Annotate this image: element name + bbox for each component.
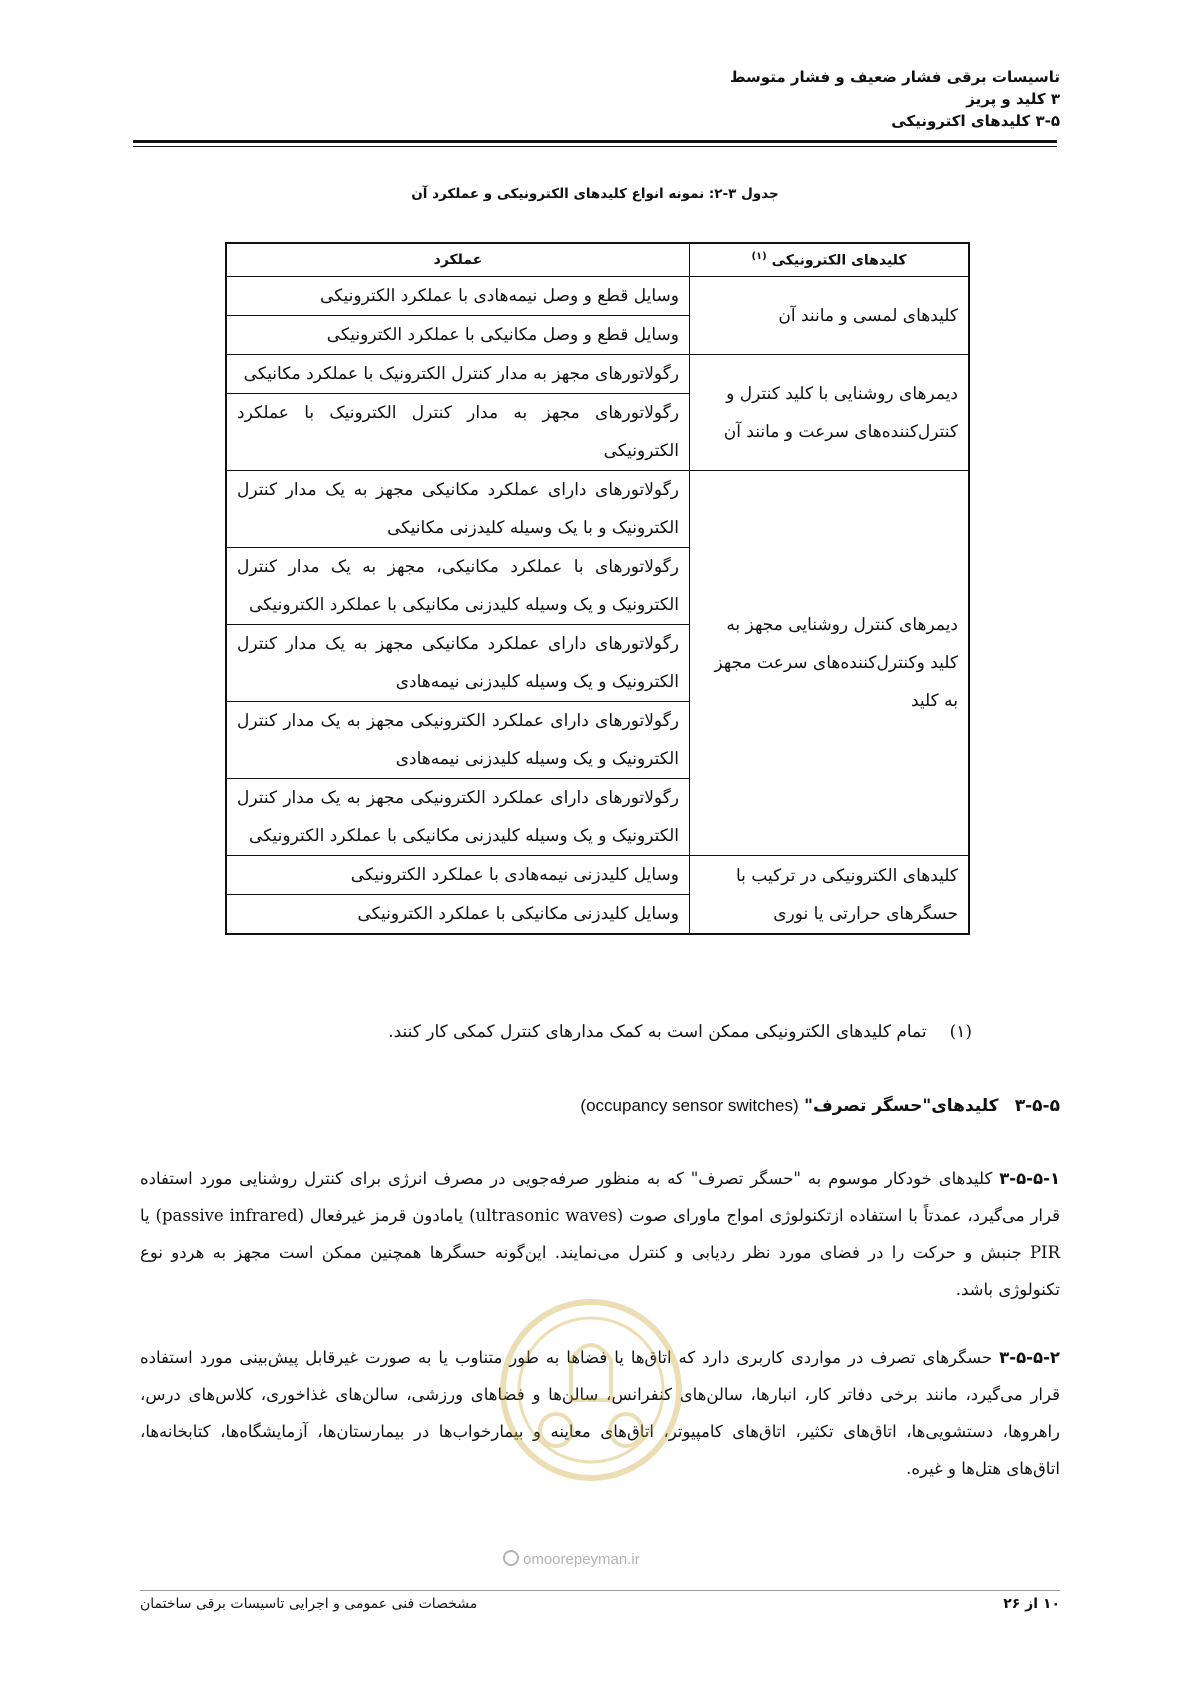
table-footnote	[388, 1022, 972, 1042]
page-number: ۱۰ از ۲۶	[1003, 1596, 1060, 1612]
header-rule-thin	[133, 146, 1057, 147]
type-cell: کلیدهای الکترونیکی در ترکیب با حسگرهای حرارتی یا نوری	[690, 856, 970, 935]
header-line-1: تاسیسات برقی فشار ضعیف و فشار متوسط	[729, 68, 1060, 86]
paragraph-number: ۳-۵-۵-۲	[999, 1348, 1060, 1367]
header-rule-thick	[133, 140, 1057, 143]
footnote-number: (۱)	[949, 1022, 972, 1042]
table-row	[226, 856, 969, 895]
footer-rule	[140, 1590, 1060, 1591]
table-caption: جدول ۳-۲: نمونه انواع کلیدهای الکترونیکی و عملکرد آن	[411, 186, 779, 202]
paragraph-text: کلیدهای خودکار موسوم به "حسگر تصرف" که به منظور صرفه‌جویی در مصرف انرژی برای کنترل روشنایی مورد استفاده قرار می‌گیرد، عمدتاً با استفاده ازتکنولوژی امواج ماورای صوت (ultrasonic waves) یامادون قرمز غیرفعال (passive infrared) یا PIR جنبش و حرکت را در فضای مورد نظر ردیابی و کنترل می‌نمایند. این‌گونه حسگرها همچنین ممکن است مجهز به هردو نوع تکنولوژی باشد.	[140, 1169, 1060, 1299]
type-cell: کلیدهای لمسی و مانند آن	[690, 277, 970, 355]
footnote-text: تمام کلیدهای الکترونیکی ممکن است به کمک مدارهای کنترل کمکی کار کنند.	[388, 1022, 927, 1042]
paragraph-number: ۳-۵-۵-۱	[999, 1169, 1061, 1188]
table-header-row	[226, 243, 969, 277]
paragraph-text: حسگرهای تصرف در مواردی کاربری دارد که اتاق‌ها یا فضاها به طور متناوب یا به صورت غیرقابل پیش‌بینی مورد استفاده قرار می‌گیرد، مانند برخی دفاتر کار، انبارها، سالن‌های کنفرانس، سالن‌ها و فضاهای ورزشی، سالن‌های غذاخوری، کلاس‌های درس، راهروها، دستشویی‌ها، اتاق‌های تکثیر، اتاق‌های کامپیوتر، اتاق‌های معاینه و بیمارخواب‌ها در بیمارستان‌ها، آزمایشگاه‌ها، کتابخانه‌ها، اتاق‌های هتل‌ها و غیره.	[140, 1348, 1060, 1478]
function-cell: رگولاتورهای مجهز به مدار کنترل الکترونیک با عملکرد الکترونیکی	[226, 394, 690, 471]
header-line-2: ۳ کلید و پریز	[966, 90, 1060, 108]
section-number: ۳-۵-۵	[1014, 1096, 1060, 1116]
table-row	[226, 355, 969, 394]
header-cell-type: کلیدهای الکترونیکی $^{(۱)}$	[690, 243, 970, 277]
paragraph-1	[140, 1160, 1060, 1308]
type-cell: دیمرهای روشنایی با کلید کنترل و کنترل‌کننده‌های سرعت و مانند آن	[690, 355, 970, 471]
function-cell: رگولاتورهای دارای عملکرد مکانیکی مجهز به یک مدار کنترل الکترونیک و با یک وسیله کلیدزنی مکانیکی	[226, 471, 690, 548]
section-title: کلیدهای"حسگر تصرف"	[804, 1096, 999, 1116]
function-cell: رگولاتورهای دارای عملکرد الکترونیکی مجهز به یک مدار کنترل الکترونیک و یک وسیله کلیدزنی نیمه‌هادی	[226, 702, 690, 779]
watermark-url: omoorepeyman.ir	[503, 1550, 640, 1568]
table-row	[226, 277, 969, 316]
section-title-english: (occupancy sensor switches)	[580, 1096, 799, 1115]
function-cell: وسایل کلیدزنی مکانیکی با عملکرد الکترونیکی	[226, 895, 690, 935]
publisher-seal-watermark	[496, 1290, 686, 1490]
table-row	[226, 471, 969, 548]
function-cell: رگولاتورهای دارای عملکرد مکانیکی مجهز به یک مدار کنترل الکترونیک و یک وسیله کلیدزنی نیمه‌هادی	[226, 625, 690, 702]
at-icon	[503, 1550, 519, 1566]
switch-types-table	[225, 242, 970, 935]
page-header	[730, 66, 1060, 132]
function-cell: رگولاتورهای با عملکرد مکانیکی، مجهز به یک مدار کنترل الکترونیک و یک وسیله کلیدزنی مکانیکی با عملکرد الکترونیکی	[226, 548, 690, 625]
section-heading	[580, 1096, 1060, 1116]
function-cell: وسایل کلیدزنی نیمه‌هادی با عملکرد الکترونیکی	[226, 856, 690, 895]
function-cell: وسایل قطع و وصل مکانیکی با عملکرد الکترونیکی	[226, 316, 690, 355]
function-cell: رگولاتورهای دارای عملکرد الکترونیکی مجهز به یک مدار کنترل الکترونیک و یک وسیله کلیدزنی مکانیکی با عملکرد الکترونیکی	[226, 779, 690, 856]
function-cell: وسایل قطع و وصل نیمه‌هادی با عملکرد الکترونیکی	[226, 277, 690, 316]
header-cell-function: عملکرد	[226, 243, 690, 277]
type-cell: دیمرهای کنترل روشنایی مجهز به کلید وکنترل‌کننده‌های سرعت مجهز به کلید	[690, 471, 970, 856]
header-line-3: ۳-۵ کلیدهای اکترونیکی	[891, 112, 1060, 130]
footer-title: مشخصات فنی عمومی و اجرایی تاسیسات برقی ساختمان	[140, 1596, 478, 1612]
function-cell: رگولاتورهای مجهز به مدار کنترل الکترونیک با عملکرد مکانیکی	[226, 355, 690, 394]
